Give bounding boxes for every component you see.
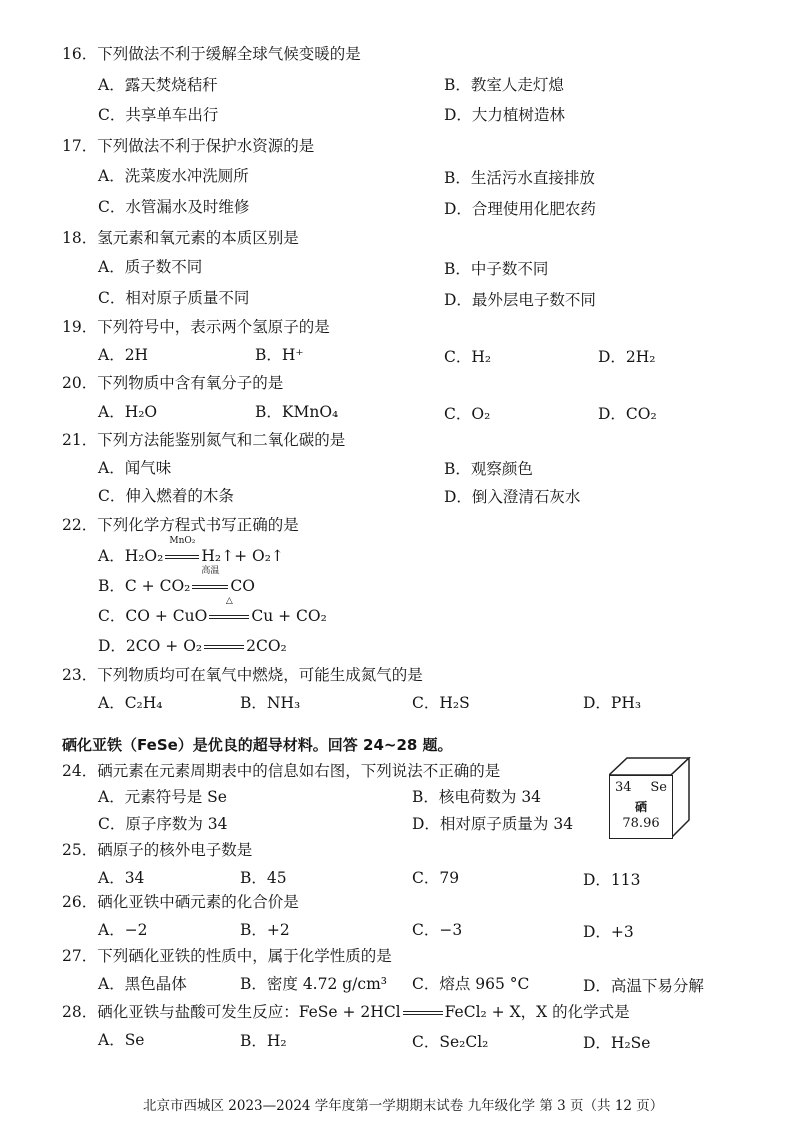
q18-option-c: C．相对原子质量不同 xyxy=(98,289,250,307)
element-name: 硒 xyxy=(634,800,647,814)
q22-d-reactants: D．2CO + O₂ xyxy=(98,637,203,655)
q16-option-a: A．露天焚烧秸秆 xyxy=(98,76,218,94)
q27-stem: 27．下列硒化亚铁的性质中，属于化学性质的是 xyxy=(62,947,392,965)
q23-option-c: C．H₂S xyxy=(412,694,470,712)
q28-stem xyxy=(62,1002,630,1022)
section-intro: 硒化亚铁（FeSe）是优良的超导材料。回答 24~28 题。 xyxy=(62,736,453,754)
q22-a-reactants: A．H₂O₂ xyxy=(98,547,164,565)
atomic-mass: 78.96 xyxy=(622,816,660,831)
q26-option-c: C．−3 xyxy=(412,921,463,939)
q28-equals-sign xyxy=(403,1002,443,1022)
q17-option-c: C．水管漏水及时维修 xyxy=(98,198,250,216)
q27-option-b: B．密度 4.72 g/cm³ xyxy=(240,975,387,993)
q22-c-products: Cu + CO₂ xyxy=(251,607,327,625)
q25-option-c: C．79 xyxy=(412,869,460,887)
q22-c-equals-sign xyxy=(209,596,249,626)
q22-b-products: CO xyxy=(230,577,255,595)
q20-option-a: A．H₂O xyxy=(98,403,158,421)
q22-b-equals-sign xyxy=(192,566,228,596)
q22-d-equals-sign xyxy=(204,636,244,656)
atomic-number: 34 xyxy=(615,780,632,795)
q22-option-c xyxy=(98,596,327,626)
q27-option-c: C．熔点 965 °C xyxy=(412,975,530,993)
q19-option-c: C．H₂ xyxy=(444,348,492,366)
q23-option-b: B．NH₃ xyxy=(240,694,301,712)
q25-option-a: A．34 xyxy=(98,869,145,887)
q28-option-b: B．H₂ xyxy=(240,1032,287,1050)
q17-option-a: A．洗菜废水冲洗厕所 xyxy=(98,167,249,185)
q16-stem: 16．下列做法不利于缓解全球气候变暖的是 xyxy=(62,45,361,63)
q22-a-condition: MnO₂ xyxy=(169,536,196,546)
q20-option-b: B．KMnO₄ xyxy=(255,403,339,421)
q17-option-b: B．生活污水直接排放 xyxy=(444,169,595,187)
q28-option-c: C．Se₂Cl₂ xyxy=(412,1033,489,1051)
element-symbol: Se xyxy=(650,780,667,795)
q22-d-products: 2CO₂ xyxy=(246,637,287,655)
q28-stem-start: 28．硒化亚铁与盐酸可发生反应：FeSe + 2HCl xyxy=(62,1003,401,1021)
q22-c-condition: △ xyxy=(225,596,233,606)
q16-option-d: D．大力植树造林 xyxy=(444,106,565,124)
q26-stem: 26．硒化亚铁中硒元素的化合价是 xyxy=(62,893,299,911)
q18-option-a: A．质子数不同 xyxy=(98,258,203,276)
q27-option-a: A．黑色晶体 xyxy=(98,975,187,993)
q27-option-d: D．高温下易分解 xyxy=(583,977,704,995)
q22-b-condition: 高温 xyxy=(201,566,220,576)
q23-option-d: D．PH₃ xyxy=(583,694,642,712)
q24-stem: 24．硒元素在元素周期表中的信息如右图，下列说法不正确的是 xyxy=(62,762,501,780)
element-cell-figure xyxy=(609,757,691,839)
q22-stem: 22．下列化学方程式书写正确的是 xyxy=(62,516,299,534)
q22-a-equals-sign xyxy=(165,536,199,566)
q17-option-d: D．合理使用化肥农药 xyxy=(444,200,596,218)
q23-stem: 23．下列物质均可在氧气中燃烧，可能生成氮气的是 xyxy=(62,666,423,684)
q22-a-products: H₂↑+ O₂↑ xyxy=(201,547,284,565)
q19-stem: 19．下列符号中，表示两个氢原子的是 xyxy=(62,318,330,336)
q19-option-b: B．H⁺ xyxy=(255,346,304,364)
q17-stem: 17．下列做法不利于保护水资源的是 xyxy=(62,137,315,155)
q21-option-d: D．倒入澄清石灰水 xyxy=(444,488,581,506)
q21-option-b: B．观察颜色 xyxy=(444,460,533,478)
q16-option-b: B．教室人走灯熄 xyxy=(444,76,564,94)
q20-stem: 20．下列物质中含有氧分子的是 xyxy=(62,374,284,392)
q22-option-b xyxy=(98,566,255,596)
q22-option-a xyxy=(98,536,284,566)
q19-option-a: A．2H xyxy=(98,346,149,364)
q25-option-d: D．113 xyxy=(583,871,641,889)
q19-option-d: D．2H₂ xyxy=(598,348,656,366)
q22-b-reactants: B．C + CO₂ xyxy=(98,577,191,595)
q18-option-b: B．中子数不同 xyxy=(444,260,549,278)
page-footer: 北京市西城区 2023—2024 学年度第一学期期末试卷 九年级化学 第 3 页（共 12 页） xyxy=(143,1098,664,1114)
q26-option-a: A．−2 xyxy=(98,921,148,939)
q28-option-a: A．Se xyxy=(98,1031,145,1049)
q24-option-a: A．元素符号是 Se xyxy=(98,788,227,806)
q18-stem: 18．氢元素和氧元素的本质区别是 xyxy=(62,229,299,247)
q28-option-d: D．H₂Se xyxy=(583,1034,651,1052)
q25-option-b: B．45 xyxy=(240,869,287,887)
q21-stem: 21．下列方法能鉴别氮气和二氧化碳的是 xyxy=(62,431,346,449)
q28-stem-end: FeCl₂ + X，X 的化学式是 xyxy=(444,1003,630,1021)
q16-option-c: C．共享单车出行 xyxy=(98,106,219,124)
q26-option-d: D．+3 xyxy=(583,923,634,941)
q20-option-c: C．O₂ xyxy=(444,405,491,423)
element-cell xyxy=(609,775,673,839)
q22-option-d xyxy=(98,636,287,656)
q24-option-c: C．原子序数为 34 xyxy=(98,815,228,833)
q20-option-d: D．CO₂ xyxy=(598,405,657,423)
q18-option-d: D．最外层电子数不同 xyxy=(444,291,596,309)
q24-option-d: D．相对原子质量为 34 xyxy=(412,815,574,833)
q21-option-c: C．伸入燃着的木条 xyxy=(98,487,234,505)
q25-stem: 25．硒原子的核外电子数是 xyxy=(62,841,253,859)
q26-option-b: B．+2 xyxy=(240,921,290,939)
q24-option-b: B．核电荷数为 34 xyxy=(412,788,542,806)
q22-c-reactants: C．CO + CuO xyxy=(98,607,208,625)
q21-option-a: A．闻气味 xyxy=(98,459,172,477)
q23-option-a: A．C₂H₄ xyxy=(98,694,163,712)
